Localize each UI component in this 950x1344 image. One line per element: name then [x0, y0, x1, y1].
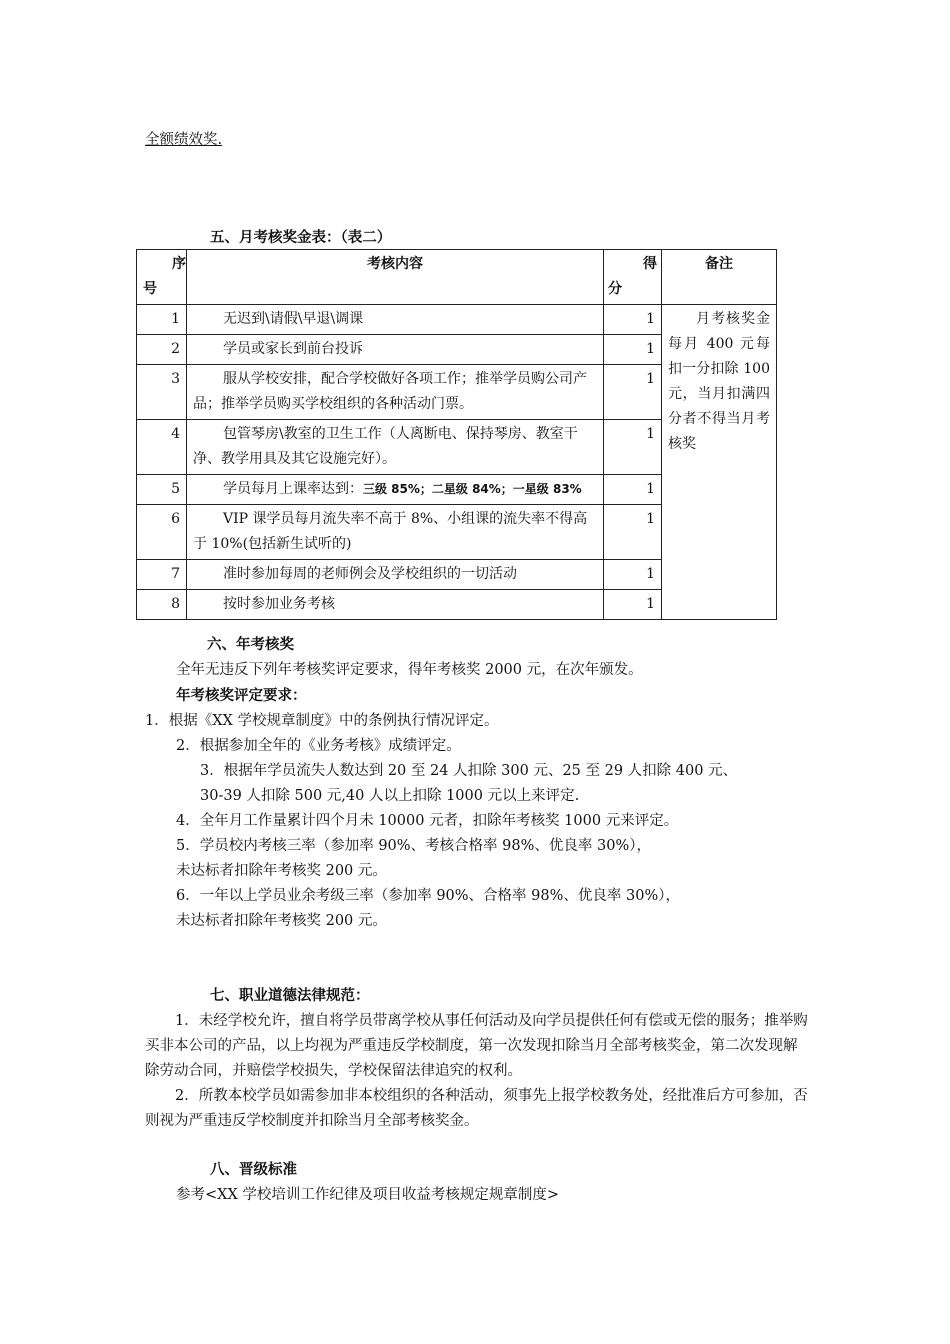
row-content: [187, 475, 604, 505]
section6-item-4: 4．全年月工作量累计四个月未 10000 元者，扣除年考核奖 1000 元来评定。: [176, 813, 679, 829]
row-number: 4: [137, 420, 187, 475]
section6-item-6-cont: 未达标者扣除年考核奖 200 元。: [176, 913, 387, 929]
row-score: 1: [604, 505, 662, 560]
remark-cell: 月考核奖金每月 400 元每扣一分扣除 100 元，当月扣满四分者不得当月考核奖: [662, 305, 777, 620]
section8-text: 参考<XX 学校培训工作纪律及项目收益考核规定规章制度>: [176, 1187, 560, 1203]
section6-item-3: 3．根据年学员流失人数达到 20 至 24 人扣除 300 元、25 至 29 人扣除 400 元、: [200, 763, 738, 779]
header-remark: 备注: [662, 250, 777, 305]
header-score: 得 分: [604, 250, 662, 305]
section8-title: 八、晋级标准: [210, 1162, 297, 1178]
row-score: 1: [604, 365, 662, 420]
section6-item-5-cont: 未达标者扣除年考核奖 200 元。: [176, 863, 387, 879]
section6-intro: 全年无违反下列年考核奖评定要求，得年考核奖 2000 元，在次年颁发。: [176, 662, 643, 678]
section7-paragraph-1: 1．未经学校允许，擅自将学员带离学校从事任何活动及向学员提供任何有偿或无偿的服务；推举购买非本公司的产品，以上均视为严重违反学校制度，第一次发现扣除当月全部考核奖金，第二次发现解除劳动合同，并赔偿学校损失，学校保留法律追究的权利。: [145, 1013, 808, 1079]
row-score: 1: [604, 305, 662, 335]
row-number: 7: [137, 560, 187, 590]
row-number: 2: [137, 335, 187, 365]
section5-title: 五、月考核奖金表：（表二）: [210, 230, 392, 246]
row-content: 服从学校安排，配合学校做好各项工作；推举学员购公司产品；推举学员购买学校组织的各种活动门票。: [187, 365, 604, 420]
section6-item-1: 1．根据《XX 学校规章制度》中的条例执行情况评定。: [145, 713, 499, 729]
row-score: 1: [604, 335, 662, 365]
row-score: 1: [604, 475, 662, 505]
section6-requirements-title: 年考核奖评定要求：: [176, 688, 307, 704]
row-content: 无迟到\请假\早退\调课: [187, 305, 604, 335]
row-content: 包管琴房\教室的卫生工作（人离断电、保持琴房、教室干净、教学用具及其它设施完好）。: [187, 420, 604, 475]
row-content: 准时参加每周的老师例会及学校组织的一切活动: [187, 560, 604, 590]
row-number: 8: [137, 590, 187, 620]
table-row: [137, 305, 777, 335]
section7-title: 七、职业道德法律规范：: [210, 988, 370, 1004]
row-number: 3: [137, 365, 187, 420]
header-seq: 序 号: [137, 250, 187, 305]
row-score: 1: [604, 560, 662, 590]
header-content: 考核内容: [187, 250, 604, 305]
monthly-bonus-table: [136, 249, 777, 620]
section7-paragraph-2: 2．所教本校学员如需参加非本校组织的各种活动，须事先上报学校教务处，经批准后方可参加，否则视为严重违反学校制度并扣除当月全部考核奖金。: [145, 1088, 808, 1129]
section6-item-6: 6．一年以上学员业余考级三率（参加率 90%、合格率 98%、优良率 30%），: [176, 888, 680, 904]
section6-title: 六、年考核奖: [207, 637, 294, 653]
row-content: VIP 课学员每月流失率不高于 8%、小组课的流失率不得高于 10%(包括新生试听的): [187, 505, 604, 560]
row-content: 按时参加业务考核: [187, 590, 604, 620]
section6-item-3-cont: 30-39 人扣除 500 元,40 人以上扣除 1000 元以上来评定.: [200, 788, 580, 804]
top-note: 全额绩效奖.: [145, 132, 223, 148]
row-score: 1: [604, 420, 662, 475]
row-number: 6: [137, 505, 187, 560]
section6-item-5: 5．学员校内考核三率（参加率 90%、考核合格率 98%、优良率 30%），: [176, 838, 651, 854]
row-content-levels: 三级 85%；二星级 84%；一星级 83%: [363, 482, 582, 496]
row-number: 5: [137, 475, 187, 505]
row-content-text: 学员每月上课率达到：: [223, 481, 363, 497]
row-content: 学员或家长到前台投诉: [187, 335, 604, 365]
table-header-row: [137, 250, 777, 305]
row-number: 1: [137, 305, 187, 335]
row-score: 1: [604, 590, 662, 620]
section6-item-2: 2．根据参加全年的《业务考核》成绩评定。: [176, 738, 461, 754]
